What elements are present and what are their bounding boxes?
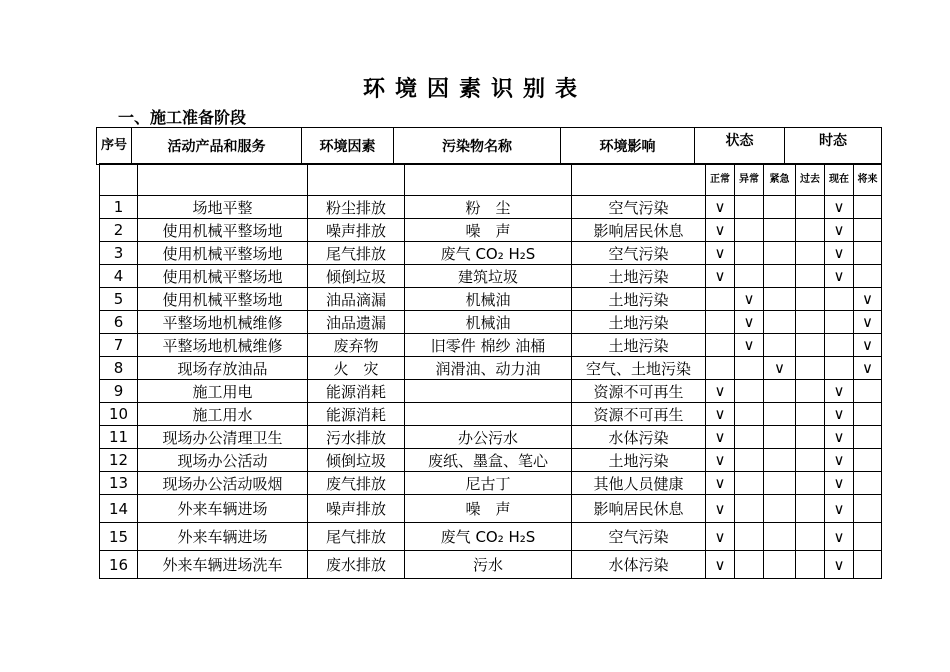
tense-cell	[825, 288, 854, 311]
header-factor: 环境因素	[302, 128, 394, 165]
row-number: 2	[100, 219, 138, 242]
tense-cell	[854, 551, 882, 579]
tense-cell	[854, 380, 882, 403]
row-impact: 土地污染	[572, 449, 706, 472]
table-row	[100, 334, 882, 357]
tense-cell	[854, 403, 882, 426]
row-pollutant: 废纸、墨盒、笔心	[405, 449, 572, 472]
table-row	[100, 196, 882, 219]
row-number: 15	[100, 523, 138, 551]
row-number: 11	[100, 426, 138, 449]
check-mark: ∨	[706, 380, 735, 403]
row-activity: 现场办公活动	[138, 449, 308, 472]
check-mark: ∨	[706, 265, 735, 288]
state-cell	[764, 551, 796, 579]
tense-cell	[825, 357, 854, 380]
row-number: 10	[100, 403, 138, 426]
blank-cell	[308, 164, 405, 196]
state-cell	[764, 334, 796, 357]
blank-cell	[572, 164, 706, 196]
check-mark: ∨	[825, 219, 854, 242]
row-activity: 施工用电	[138, 380, 308, 403]
state-cell	[764, 196, 796, 219]
row-number: 1	[100, 196, 138, 219]
row-number: 8	[100, 357, 138, 380]
table-row	[100, 403, 882, 426]
check-mark: ∨	[706, 242, 735, 265]
header-impact: 环境影响	[561, 128, 695, 165]
row-pollutant	[405, 380, 572, 403]
subheader-normal: 正常	[706, 164, 735, 196]
state-cell	[735, 449, 764, 472]
row-activity: 平整场地机械维修	[138, 311, 308, 334]
row-factor: 油品遗漏	[308, 311, 405, 334]
table-row	[100, 472, 882, 495]
tense-cell	[796, 403, 825, 426]
check-mark: ∨	[825, 265, 854, 288]
tense-cell	[796, 357, 825, 380]
tense-cell	[796, 495, 825, 523]
subheader-row	[100, 164, 882, 196]
row-activity: 使用机械平整场地	[138, 219, 308, 242]
state-cell	[735, 357, 764, 380]
row-number: 6	[100, 311, 138, 334]
row-number: 5	[100, 288, 138, 311]
check-mark: ∨	[706, 403, 735, 426]
check-mark: ∨	[764, 357, 796, 380]
row-factor: 污水排放	[308, 426, 405, 449]
table-row	[100, 265, 882, 288]
tense-cell	[825, 311, 854, 334]
row-pollutant: 噪 声	[405, 495, 572, 523]
check-mark: ∨	[825, 472, 854, 495]
row-factor: 噪声排放	[308, 219, 405, 242]
table-row	[100, 380, 882, 403]
row-factor: 废气排放	[308, 472, 405, 495]
table-row	[100, 523, 882, 551]
row-impact: 水体污染	[572, 426, 706, 449]
row-pollutant: 废气 CO₂ H₂S	[405, 242, 572, 265]
table-header	[96, 127, 882, 165]
state-cell	[735, 523, 764, 551]
check-mark: ∨	[735, 288, 764, 311]
row-pollutant: 机械油	[405, 311, 572, 334]
check-mark: ∨	[706, 523, 735, 551]
table-row	[100, 449, 882, 472]
subheader-present: 现在	[825, 164, 854, 196]
state-cell	[735, 426, 764, 449]
row-number: 9	[100, 380, 138, 403]
row-impact: 资源不可再生	[572, 403, 706, 426]
row-pollutant: 粉 尘	[405, 196, 572, 219]
row-activity: 现场存放油品	[138, 357, 308, 380]
check-mark: ∨	[825, 449, 854, 472]
tense-cell	[854, 265, 882, 288]
state-cell	[764, 242, 796, 265]
row-pollutant: 污水	[405, 551, 572, 579]
tense-cell	[796, 288, 825, 311]
row-factor: 能源消耗	[308, 380, 405, 403]
row-factor: 倾倒垃圾	[308, 449, 405, 472]
check-mark: ∨	[825, 242, 854, 265]
row-pollutant: 建筑垃圾	[405, 265, 572, 288]
row-impact: 土地污染	[572, 288, 706, 311]
row-factor: 废弃物	[308, 334, 405, 357]
tense-cell	[796, 219, 825, 242]
tense-cell	[854, 523, 882, 551]
check-mark: ∨	[706, 449, 735, 472]
tense-cell	[796, 334, 825, 357]
row-pollutant: 噪 声	[405, 219, 572, 242]
state-cell	[706, 288, 735, 311]
check-mark: ∨	[854, 311, 882, 334]
row-impact: 土地污染	[572, 334, 706, 357]
row-factor: 尾气排放	[308, 523, 405, 551]
row-impact: 空气污染	[572, 523, 706, 551]
table-row	[100, 426, 882, 449]
check-mark: ∨	[854, 334, 882, 357]
row-impact: 水体污染	[572, 551, 706, 579]
subheader-abnormal: 异常	[735, 164, 764, 196]
table-row	[100, 311, 882, 334]
blank-cell	[405, 164, 572, 196]
row-factor: 火 灾	[308, 357, 405, 380]
section-heading: 一、施工准备阶段	[118, 108, 247, 127]
row-impact: 影响居民休息	[572, 219, 706, 242]
row-number: 16	[100, 551, 138, 579]
header-state: 状态	[695, 128, 785, 165]
check-mark: ∨	[706, 472, 735, 495]
row-impact: 土地污染	[572, 311, 706, 334]
check-mark: ∨	[735, 334, 764, 357]
state-cell	[764, 403, 796, 426]
tense-cell	[796, 311, 825, 334]
check-mark: ∨	[825, 523, 854, 551]
tense-cell	[825, 334, 854, 357]
state-cell	[764, 380, 796, 403]
tense-cell	[796, 449, 825, 472]
row-number: 13	[100, 472, 138, 495]
row-activity: 外来车辆进场	[138, 523, 308, 551]
row-activity: 场地平整	[138, 196, 308, 219]
check-mark: ∨	[706, 551, 735, 579]
state-cell	[735, 242, 764, 265]
tense-cell	[796, 551, 825, 579]
row-impact: 其他人员健康	[572, 472, 706, 495]
check-mark: ∨	[706, 426, 735, 449]
table-row	[100, 219, 882, 242]
factor-table	[99, 163, 882, 579]
row-factor: 油品滴漏	[308, 288, 405, 311]
tense-cell	[854, 196, 882, 219]
subheader-emergency: 紧急	[764, 164, 796, 196]
subheader-future: 将来	[854, 164, 882, 196]
tense-cell	[854, 426, 882, 449]
state-cell	[735, 265, 764, 288]
row-pollutant	[405, 403, 572, 426]
row-pollutant: 旧零件 棉纱 油桶	[405, 334, 572, 357]
table-row	[100, 242, 882, 265]
state-cell	[764, 472, 796, 495]
row-activity: 外来车辆进场洗车	[138, 551, 308, 579]
row-number: 12	[100, 449, 138, 472]
header-tense: 时态	[785, 128, 882, 165]
tense-cell	[796, 196, 825, 219]
table-row	[100, 495, 882, 523]
tense-cell	[796, 265, 825, 288]
header-pollutant: 污染物名称	[394, 128, 561, 165]
check-mark: ∨	[706, 219, 735, 242]
tense-cell	[796, 242, 825, 265]
state-cell	[764, 288, 796, 311]
table-row	[100, 288, 882, 311]
state-cell	[764, 219, 796, 242]
row-number: 7	[100, 334, 138, 357]
table-row	[100, 357, 882, 380]
row-impact: 空气污染	[572, 242, 706, 265]
page-title: 环境因素识别表	[362, 77, 587, 102]
row-activity: 现场办公清理卫生	[138, 426, 308, 449]
row-impact: 影响居民休息	[572, 495, 706, 523]
blank-cell	[138, 164, 308, 196]
check-mark: ∨	[825, 196, 854, 219]
row-number: 3	[100, 242, 138, 265]
row-pollutant: 机械油	[405, 288, 572, 311]
row-activity: 施工用水	[138, 403, 308, 426]
state-cell	[764, 426, 796, 449]
table-row	[100, 551, 882, 579]
row-activity: 外来车辆进场	[138, 495, 308, 523]
check-mark: ∨	[854, 288, 882, 311]
tense-cell	[796, 472, 825, 495]
check-mark: ∨	[825, 551, 854, 579]
subheader-past: 过去	[796, 164, 825, 196]
tense-cell	[854, 219, 882, 242]
row-pollutant: 润滑油、动力油	[405, 357, 572, 380]
row-activity: 现场办公活动吸烟	[138, 472, 308, 495]
tense-cell	[854, 495, 882, 523]
row-factor: 尾气排放	[308, 242, 405, 265]
state-cell	[735, 380, 764, 403]
check-mark: ∨	[825, 380, 854, 403]
state-cell	[764, 265, 796, 288]
tense-cell	[854, 449, 882, 472]
row-impact: 空气、土地污染	[572, 357, 706, 380]
state-cell	[706, 357, 735, 380]
state-cell	[735, 219, 764, 242]
state-cell	[764, 311, 796, 334]
blank-cell	[100, 164, 138, 196]
state-cell	[735, 551, 764, 579]
row-impact: 土地污染	[572, 265, 706, 288]
state-cell	[706, 311, 735, 334]
state-cell	[706, 334, 735, 357]
row-factor: 废水排放	[308, 551, 405, 579]
row-pollutant: 废气 CO₂ H₂S	[405, 523, 572, 551]
check-mark: ∨	[735, 311, 764, 334]
check-mark: ∨	[706, 495, 735, 523]
row-activity: 使用机械平整场地	[138, 242, 308, 265]
row-number: 14	[100, 495, 138, 523]
check-mark: ∨	[854, 357, 882, 380]
check-mark: ∨	[825, 403, 854, 426]
state-cell	[735, 403, 764, 426]
row-activity: 使用机械平整场地	[138, 265, 308, 288]
tense-cell	[796, 426, 825, 449]
state-cell	[735, 472, 764, 495]
row-pollutant: 办公污水	[405, 426, 572, 449]
row-activity: 平整场地机械维修	[138, 334, 308, 357]
row-factor: 噪声排放	[308, 495, 405, 523]
check-mark: ∨	[825, 495, 854, 523]
header-activity: 活动产品和服务	[132, 128, 302, 165]
tense-cell	[854, 472, 882, 495]
tense-cell	[796, 380, 825, 403]
check-mark: ∨	[825, 426, 854, 449]
row-factor: 能源消耗	[308, 403, 405, 426]
state-cell	[764, 449, 796, 472]
header-seq: 序号	[97, 128, 132, 165]
tense-cell	[796, 523, 825, 551]
row-factor: 倾倒垃圾	[308, 265, 405, 288]
row-impact: 资源不可再生	[572, 380, 706, 403]
state-cell	[735, 495, 764, 523]
check-mark: ∨	[706, 196, 735, 219]
state-cell	[764, 523, 796, 551]
row-number: 4	[100, 265, 138, 288]
state-cell	[764, 495, 796, 523]
row-activity: 使用机械平整场地	[138, 288, 308, 311]
tense-cell	[854, 242, 882, 265]
row-factor: 粉尘排放	[308, 196, 405, 219]
row-pollutant: 尼古丁	[405, 472, 572, 495]
row-impact: 空气污染	[572, 196, 706, 219]
state-cell	[735, 196, 764, 219]
